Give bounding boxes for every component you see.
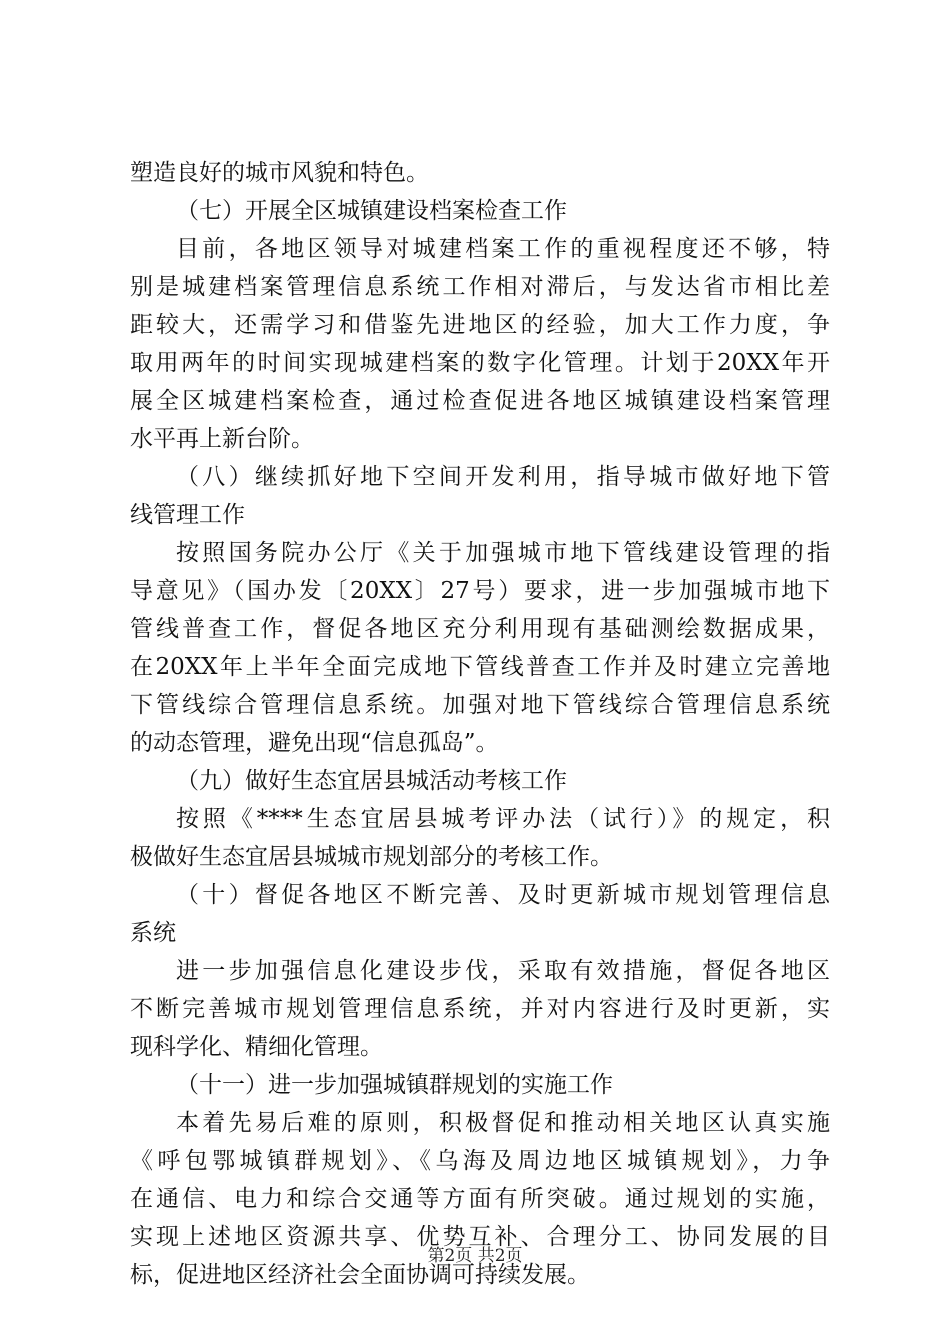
- section-heading-11: （十一）进一步加强城镇群规划的实施工作: [176, 1072, 613, 1098]
- section-heading-8-cont: 线管理工作: [130, 502, 245, 528]
- body-line: 按照国务院办公厅《关于加强城市地下管线建设管理的指: [176, 540, 830, 566]
- section-heading-7: （七）开展全区城镇建设档案检查工作: [176, 198, 567, 224]
- body-line: 按照《****生态宜居县城考评办法（试行）》的规定，积: [176, 806, 830, 832]
- body-line: 现科学化、精细化管理。: [130, 1034, 383, 1060]
- body-line: 塑造良好的城市风貌和特色。: [130, 160, 429, 186]
- body-line: 本着先易后难的原则，积极督促和推动相关地区认真实施: [176, 1110, 830, 1136]
- section-heading-8: （八）继续抓好地下空间开发利用，指导城市做好地下管: [176, 464, 830, 490]
- section-heading-10: （十）督促各地区不断完善、及时更新城市规划管理信息: [176, 882, 830, 908]
- document-body: [130, 154, 830, 1294]
- body-line: 管线普查工作，督促各地区充分利用现有基础测绘数据成果，: [130, 616, 830, 642]
- body-line: 取用两年的时间实现城建档案的数字化管理。计划于20XX年开: [130, 350, 830, 376]
- body-line: 极做好生态宜居县城城市规划部分的考核工作。: [130, 844, 613, 870]
- body-line: 进一步加强信息化建设步伐，采取有效措施，督促各地区: [176, 958, 830, 984]
- body-line: 水平再上新台阶。: [130, 426, 314, 452]
- body-line: 《呼包鄂城镇群规划》、《乌海及周边地区城镇规划》，力争: [130, 1148, 830, 1174]
- section-heading-9: （九）做好生态宜居县城活动考核工作: [176, 768, 567, 794]
- body-line: 距较大，还需学习和借鉴先进地区的经验，加大工作力度，争: [130, 312, 830, 338]
- body-line: 实现上述地区资源共享、优势互补、合理分工、协同发展的目: [130, 1224, 830, 1250]
- page-number-footer: 第2页 共2页: [427, 1246, 523, 1266]
- body-line: 标，促进地区经济社会全面协调可持续发展。: [130, 1262, 590, 1288]
- body-line: 展全区城建档案检查，通过检查促进各地区城镇建设档案管理: [130, 388, 830, 414]
- body-line: 的动态管理，避免出现“信息孤岛”。: [130, 730, 499, 756]
- body-line: 目前，各地区领导对城建档案工作的重视程度还不够，特: [176, 236, 830, 262]
- body-line: 不断完善城市规划管理信息系统，并对内容进行及时更新，实: [130, 996, 830, 1022]
- body-line: 别是城建档案管理信息系统工作相对滞后，与发达省市相比差: [130, 274, 830, 300]
- body-line: 在通信、电力和综合交通等方面有所突破。通过规划的实施，: [130, 1186, 830, 1212]
- body-line: 在20XX年上半年全面完成地下管线普查工作并及时建立完善地: [130, 654, 830, 680]
- body-line: 导意见》（国办发〔20XX〕27号）要求，进一步加强城市地下: [130, 578, 830, 604]
- body-line: 下管线综合管理信息系统。加强对地下管线综合管理信息系统: [130, 692, 830, 718]
- section-heading-10-cont: 系统: [130, 920, 176, 946]
